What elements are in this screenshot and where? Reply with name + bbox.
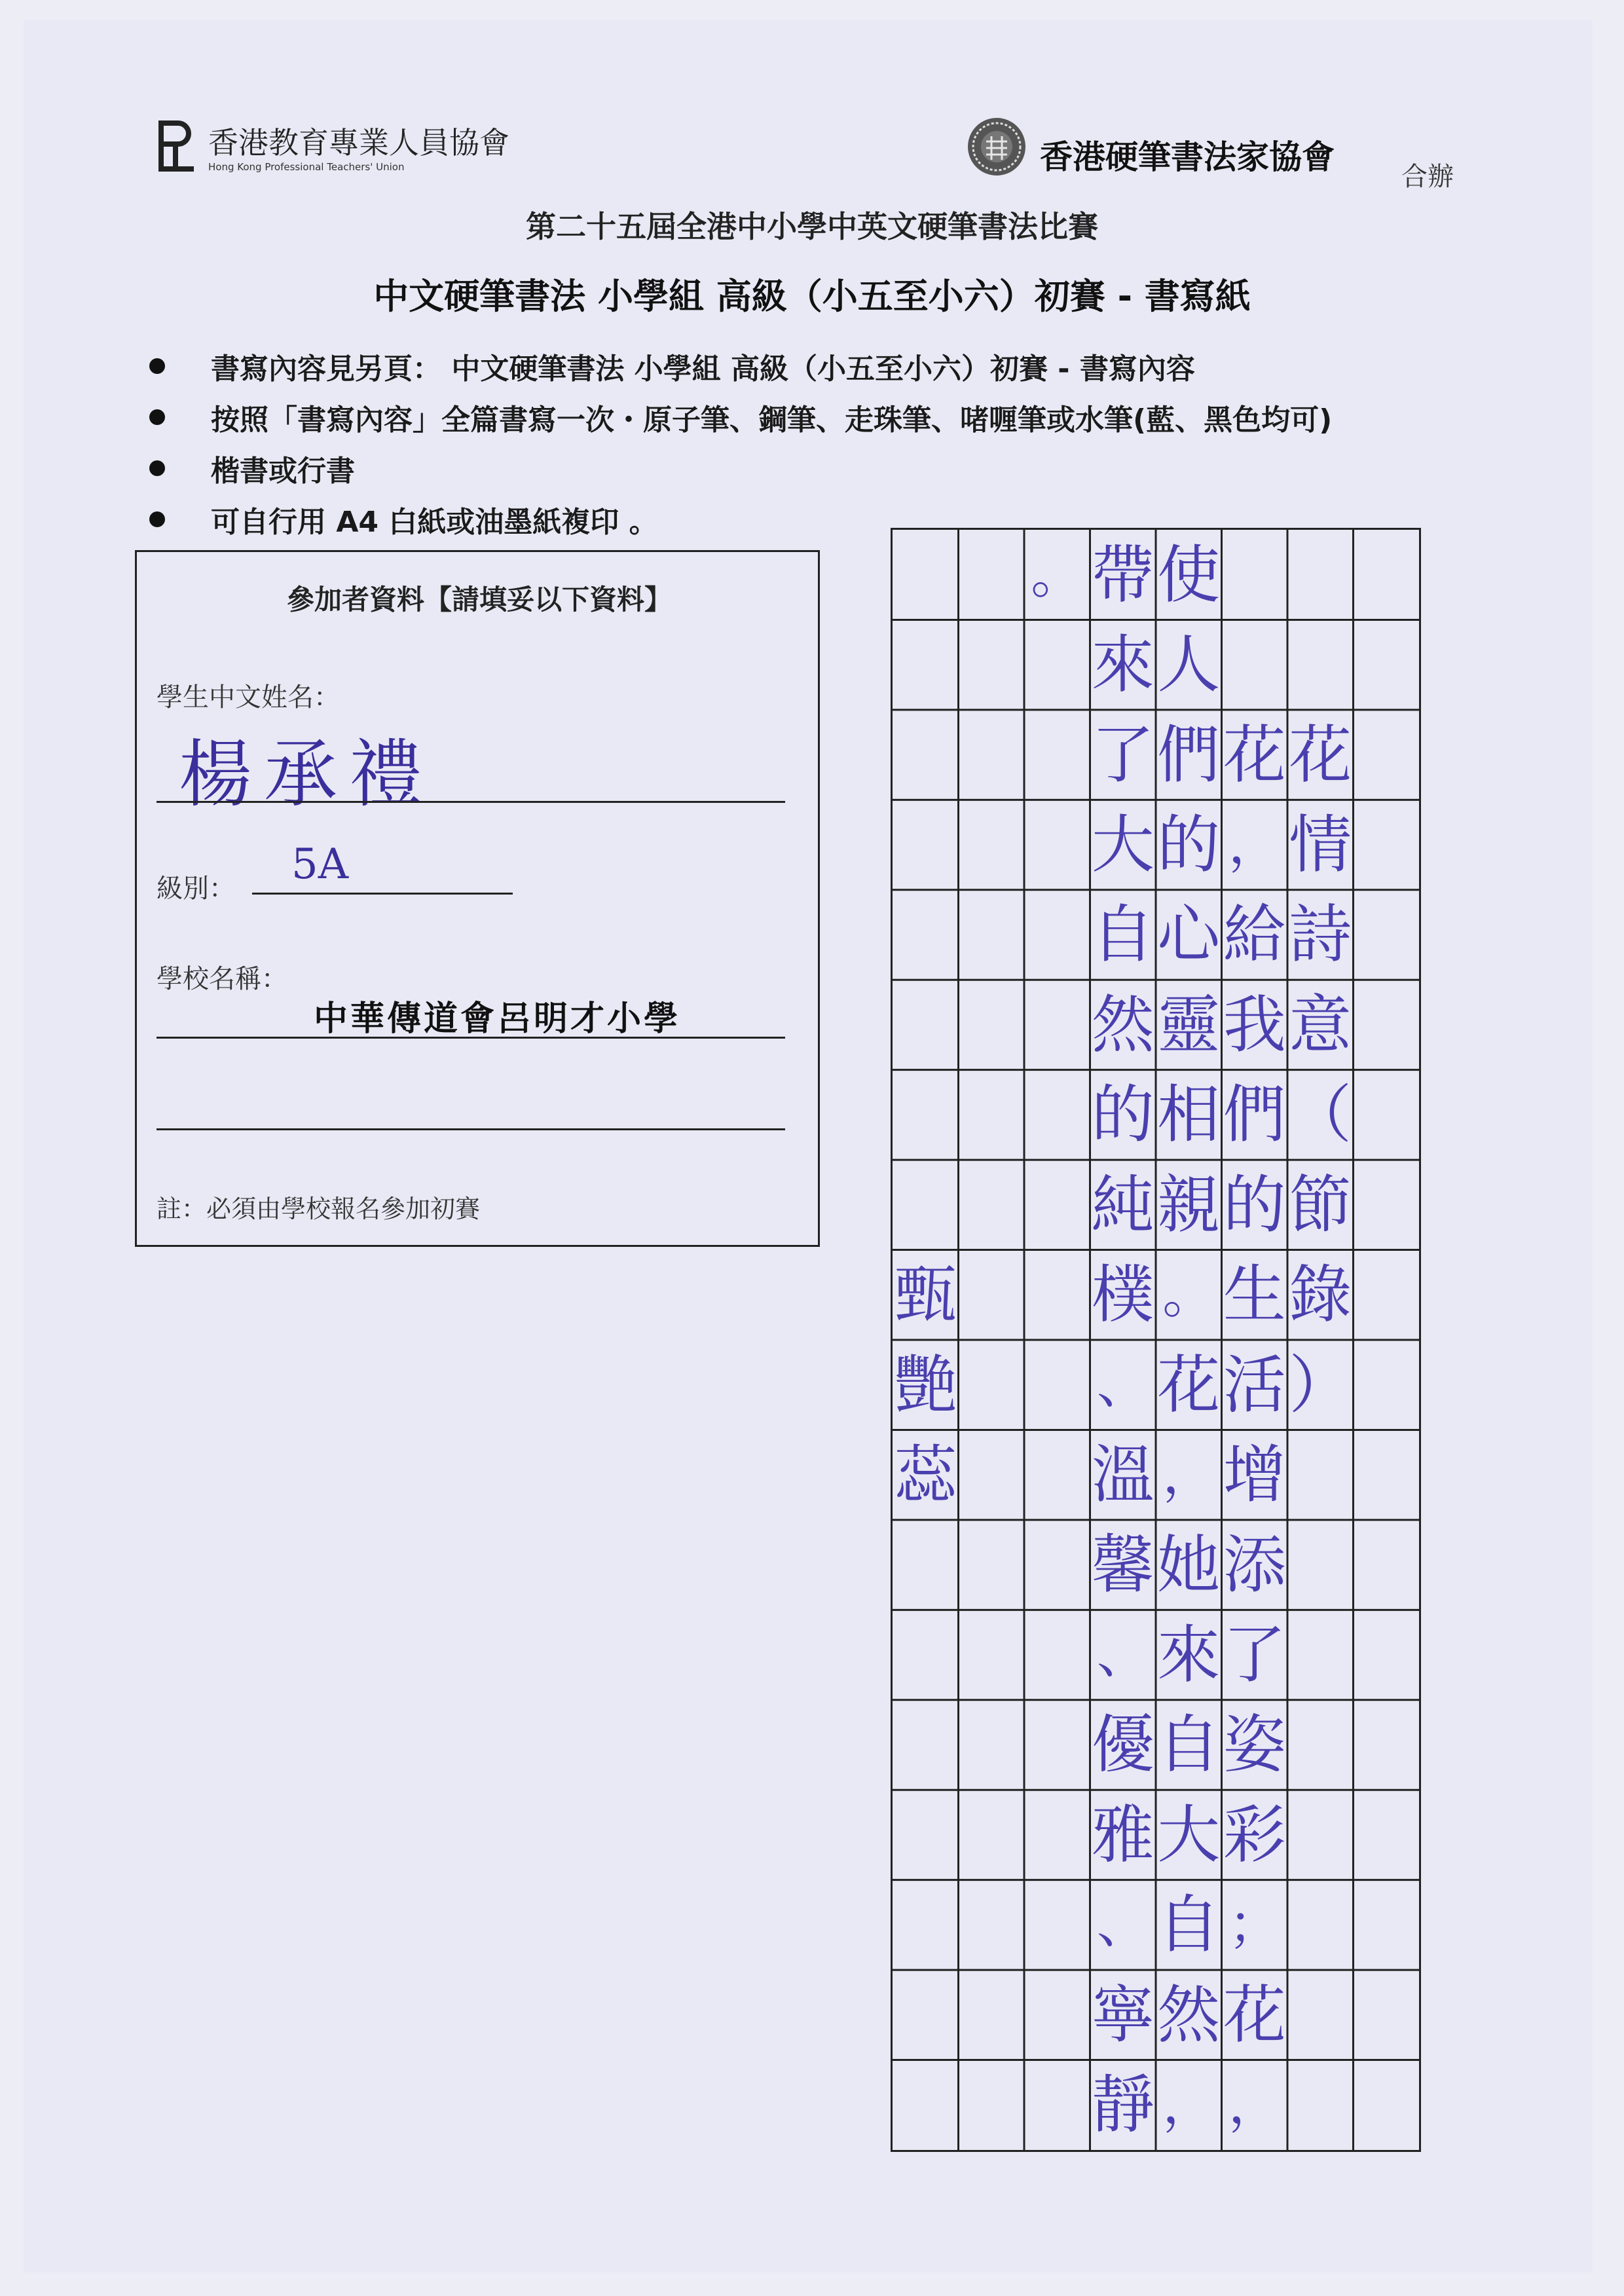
hkptu-name-zh: 香港教育專業人員協會 (208, 125, 509, 160)
class-field[interactable]: 5A (291, 840, 348, 889)
calligraphy-society-seal-icon (965, 115, 1028, 178)
grid-character: ） (1289, 1348, 1352, 1422)
participant-info-heading: 參加者資料【請填妥以下資料】 (286, 583, 672, 616)
grid-character: 自 (1157, 1888, 1221, 1962)
grid-character: 節 (1289, 1168, 1352, 1242)
grid-character: 自 (1157, 1708, 1221, 1782)
grid-character: 了 (1091, 718, 1154, 792)
grid-character: 艷 (894, 1348, 957, 1422)
grid-character: 雅 (1091, 1798, 1154, 1872)
grid-character: 意 (1289, 988, 1352, 1062)
grid-character: 溫 (1091, 1438, 1154, 1512)
grid-character: 大 (1091, 808, 1154, 882)
instruction-item: 按照「書寫內容」全篇書寫一次・原子筆、鋼筆、走珠筆、啫喱筆或水筆(藍、黑色均可) (149, 392, 1332, 443)
grid-character: 親 (1157, 1168, 1221, 1242)
grid-character: 詩 (1289, 898, 1352, 972)
grid-character: 、 (1096, 1894, 1149, 1955)
grid-character: 心 (1157, 898, 1221, 972)
grid-character: 純 (1091, 1168, 1154, 1242)
grid-character: ； (1228, 1894, 1281, 1955)
grid-character: 錄 (1289, 1258, 1352, 1332)
instruction-item: 書寫內容見另頁： 中文硬筆書法 小學組 高級（小五至小六）初賽 - 書寫內容 (149, 341, 1332, 392)
registration-note: 註：必須由學校報名參加初賽 (157, 1194, 481, 1223)
grid-character: 然 (1157, 1978, 1221, 2052)
grid-character: 花 (1289, 718, 1352, 792)
hkptu-logo-icon (152, 119, 198, 178)
student-name-field[interactable]: 楊承禮 (179, 732, 434, 817)
grid-character: 然 (1091, 988, 1154, 1062)
grid-character: ， (1228, 2074, 1281, 2136)
grid-character: 彩 (1223, 1798, 1286, 1872)
name-underline (157, 801, 785, 803)
grid-character: 花 (1223, 718, 1286, 792)
grid-character: 優 (1091, 1708, 1154, 1782)
grid-character: 靈 (1157, 988, 1221, 1062)
grid-character: 她 (1157, 1528, 1221, 1602)
grid-character: 。 (1031, 544, 1084, 605)
competition-title: 第二十五屆全港中小學中英文硬筆書法比賽 (526, 209, 1098, 244)
grid-character: 寧 (1091, 1978, 1154, 2052)
school-underline-2 (157, 1128, 785, 1130)
grid-character: （ (1289, 1078, 1352, 1152)
grid-character: 樸 (1091, 1258, 1154, 1332)
bullet-icon (149, 409, 165, 425)
grid-character: 姿 (1223, 1708, 1286, 1782)
school-label: 學校名稱： (157, 964, 287, 994)
grid-character: 增 (1223, 1438, 1286, 1512)
grid-character: ， (1228, 814, 1281, 876)
grid-character: 馨 (1091, 1528, 1154, 1602)
grid-character: 的 (1223, 1168, 1286, 1242)
grid-character: 大 (1157, 1798, 1221, 1872)
grid-character: 活 (1223, 1348, 1286, 1422)
grid-character: 靜 (1091, 2068, 1154, 2142)
name-label: 學生中文姓名： (157, 682, 340, 713)
grid-character: 給 (1223, 898, 1286, 972)
grid-character: 來 (1091, 628, 1154, 702)
instruction-item: 可自行用 A4 白紙或油墨紙複印 。 (149, 494, 1332, 545)
grid-character: 添 (1223, 1528, 1286, 1602)
grid-character: 、 (1096, 1354, 1149, 1415)
school-name-field[interactable]: 中華傳道會呂明才小學 (314, 999, 681, 1039)
instruction-list (149, 341, 1332, 545)
co-host-label: 合辦 (1401, 162, 1454, 192)
grid-character: 。 (1162, 1264, 1215, 1325)
grid-character: 花 (1223, 1978, 1286, 2052)
grid-character: ， (1162, 1444, 1215, 1506)
class-label: 級別： (157, 874, 235, 904)
instruction-item: 楷書或行書 (149, 443, 1332, 494)
grid-character: 的 (1157, 808, 1221, 882)
grid-character: 使 (1157, 538, 1221, 612)
grid-character: 生 (1223, 1258, 1286, 1332)
grid-character: 人 (1157, 628, 1221, 702)
hkptu-name-en: Hong Kong Professional Teachers' Union (208, 161, 405, 173)
grid-character: 的 (1091, 1078, 1154, 1152)
grid-character: 相 (1157, 1078, 1221, 1152)
grid-character: ， (1162, 2074, 1215, 2136)
grid-character: 我 (1223, 988, 1286, 1062)
class-underline (252, 893, 513, 895)
bullet-icon (149, 358, 165, 374)
grid-character: 蕊 (894, 1438, 957, 1512)
grid-character: 情 (1289, 808, 1352, 882)
calligraphy-society-name: 香港硬筆書法家協會 (1040, 138, 1335, 176)
grid-character: 了 (1223, 1618, 1286, 1692)
grid-character: 自 (1091, 898, 1154, 972)
school-underline (157, 1037, 785, 1039)
grid-character: 、 (1096, 1624, 1149, 1686)
bullet-icon (149, 511, 165, 527)
grid-character: 來 (1157, 1618, 1221, 1692)
grid-character: 花 (1157, 1348, 1221, 1422)
grid-character: 們 (1157, 718, 1221, 792)
grid-character: 甄 (894, 1258, 957, 1332)
participant-info-box (135, 550, 820, 1247)
bullet-icon (149, 460, 165, 476)
writing-grid (891, 528, 1421, 2152)
grid-character: 們 (1223, 1078, 1286, 1152)
grid-character: 帶 (1091, 538, 1154, 612)
sheet-title: 中文硬筆書法 小學組 高級（小五至小六）初賽 - 書寫紙 (373, 276, 1251, 317)
